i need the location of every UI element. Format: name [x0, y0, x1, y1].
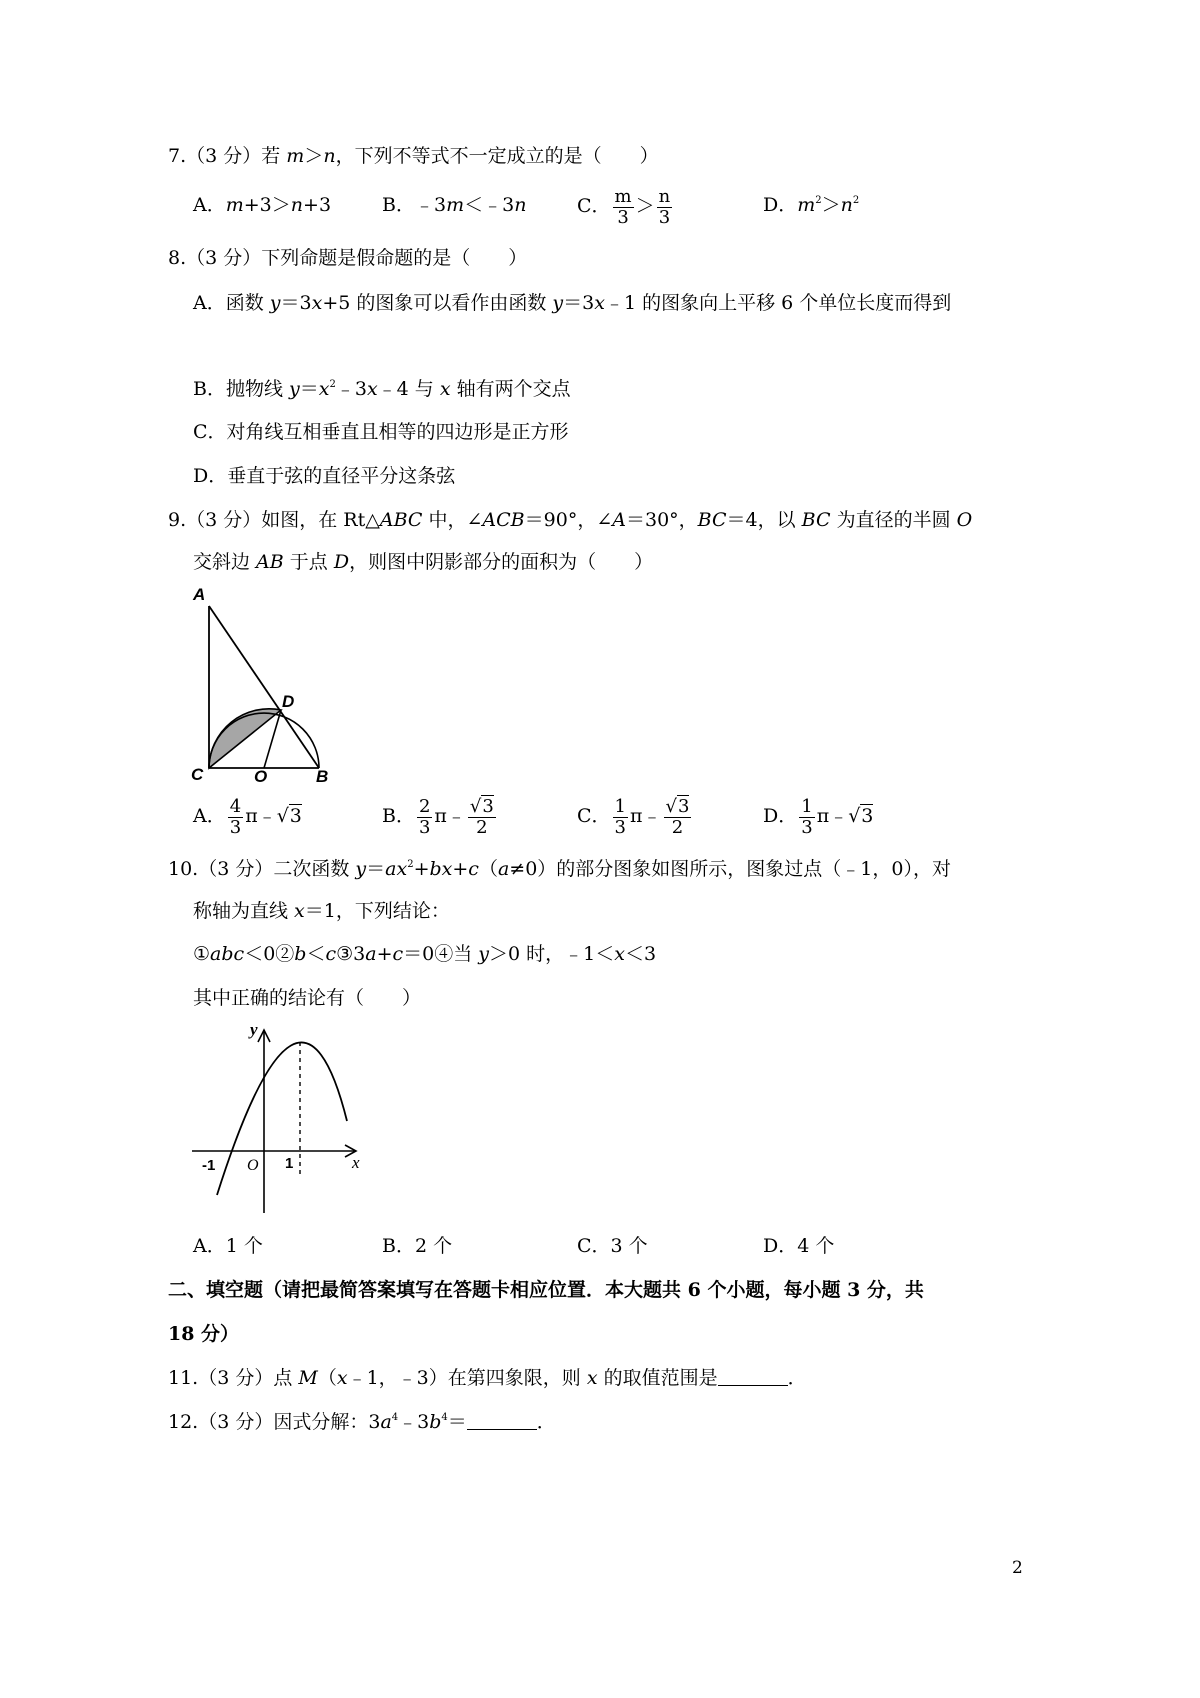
q8-option-a: A．函数 y＝3x+5 的图象可以看作由函数 y＝3x﹣1 的图象向上平移 6 个单位长度而得到: [193, 292, 952, 314]
parabola-curve: [217, 1042, 347, 1195]
q9-option-a: A． $\frac{4}{3}$ π﹣√3: [193, 795, 302, 838]
q10-line-4: 其中正确的结论有（ ）: [193, 987, 422, 1009]
q11-text: 11.（3 分）点 M（x﹣1，﹣3）在第四象限，则 x 的取值范围是 ．: [168, 1367, 807, 1389]
q10-line-1: 10.（3 分）二次函数 $y=ax^2+bx+c(a\ne 0)$的部分图象如图所示，图象过点（﹣1，0），对: [168, 858, 951, 880]
q8-option-c: C．对角线互相垂直且相等的四边形是正方形: [193, 421, 569, 443]
section-2-heading-line-1: 二、填空题（请把最简答案填写在答题卡相应位置．本大题共 6 个小题，每小题 3 分，共: [168, 1279, 924, 1301]
q10-option-b: B．2 个: [382, 1235, 453, 1257]
label-a: A: [193, 585, 206, 604]
label-origin: O: [247, 1157, 259, 1174]
q10-line-3: ①abc＜0②b＜c③3a+c＝0④当 y＞0 时，﹣1＜x＜3: [193, 943, 657, 965]
q12-answer-blank[interactable]: [467, 1411, 537, 1430]
q9-option-b: B． $\frac{2}{3}$ π﹣ $\frac{√3}{2}$: [382, 795, 494, 838]
q7-option-c: C． $\frac{m}{3}$ ＞ $\frac{n}{3}$: [577, 185, 671, 228]
label-o: O: [254, 767, 268, 785]
q7-option-d: D．$m^2>n^2$: [763, 194, 860, 216]
q8-option-d: D．垂直于弦的直径平分这条弦: [193, 465, 456, 487]
q11-answer-blank[interactable]: [718, 1367, 788, 1386]
label-one: 1: [285, 1155, 294, 1172]
section-2-heading-line-2: 18 分）: [168, 1323, 240, 1345]
q7-option-a: A．m+3＞n+3: [193, 194, 332, 216]
label-b: B: [316, 767, 329, 785]
q12-text: 12.（3 分）因式分解：$3a^4﹣3b^4=$ ．: [168, 1411, 556, 1433]
q10-option-a: A．1 个: [193, 1235, 263, 1257]
label-x: x: [352, 1153, 360, 1172]
q8-option-b: B．抛物线 $y=x^2﹣3x﹣4$ 与 x 轴有两个交点: [193, 378, 571, 400]
q9-line-1: 9.（3 分）如图，在 Rt△ABC 中，∠ACB＝90°，∠A＝30°，BC＝4，以 BC 为直径的半圆 O: [168, 509, 973, 531]
page-number: 2: [1012, 1558, 1023, 1578]
shaded-segment: [209, 709, 281, 768]
q8-stem: 8.（3 分）下列命题是假命题的是（ ）: [168, 247, 528, 269]
q9-option-d: D． $\frac{1}{3}$ π﹣√3: [763, 795, 874, 838]
q7-option-b: B．﹣3m＜﹣3n: [382, 194, 527, 216]
q9-option-c: C． $\frac{1}{3}$ π﹣ $\frac{√3}{2}$: [577, 795, 690, 838]
label-c: C: [191, 765, 204, 784]
q10-parabola-figure: [190, 1018, 370, 1218]
label-d: D: [282, 692, 295, 711]
label-minus-one: -1: [202, 1157, 216, 1174]
label-y: y: [250, 1020, 258, 1039]
q9-line-2: 交斜边 AB 于点 D，则图中阴影部分的面积为（ ）: [193, 551, 654, 573]
q10-option-c: C．3 个: [577, 1235, 648, 1257]
q9-triangle-figure: [185, 580, 345, 785]
q10-option-d: D．4 个: [763, 1235, 835, 1257]
q7-stem: 7.（3 分）若 m＞n，下列不等式不一定成立的是（ ）: [168, 145, 659, 167]
q10-line-2: 称轴为直线 x＝1，下列结论：: [193, 900, 450, 922]
